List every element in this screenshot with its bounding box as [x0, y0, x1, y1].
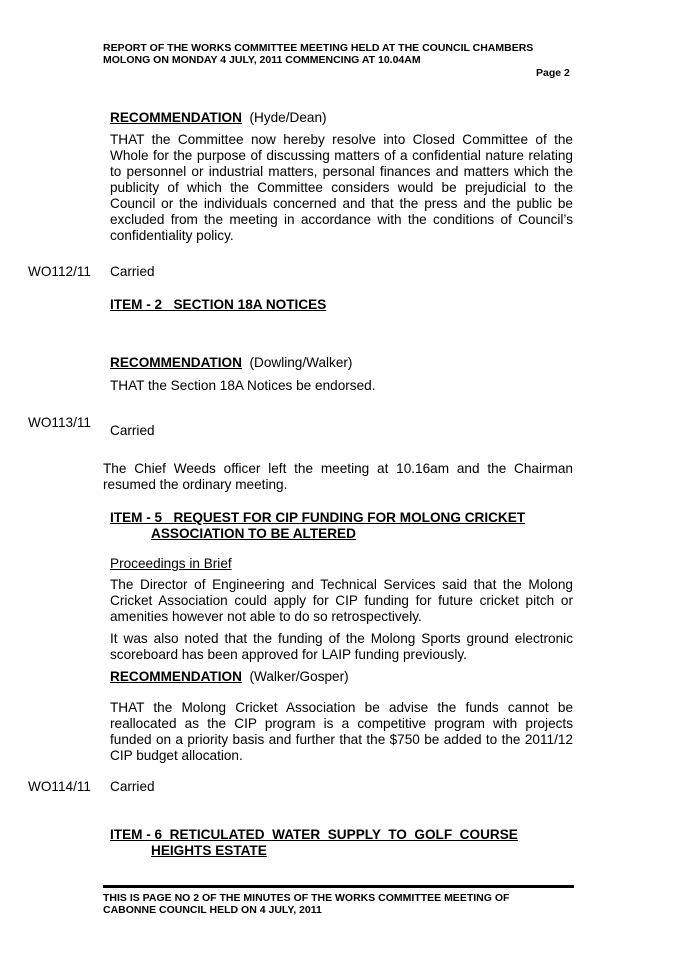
item-5-title-line-1: ITEM - 5 REQUEST FOR CIP FUNDING FOR MOLONG CRICKET	[110, 510, 526, 525]
proceedings-paragraph-2: It was also noted that the funding of the Molong Sports ground electronic scoreboard has been approved for LAIP funding previously.	[110, 631, 573, 662]
item-6-title-line-2: HEIGHTS ESTATE	[151, 843, 267, 858]
meeting-note: The Chief Weeds officer left the meeting at 10.16am and the Chairman resumed the ordinary meeting.	[103, 461, 573, 492]
resolution-number-2: WO113/11	[28, 415, 91, 430]
footer-rule	[103, 885, 574, 888]
resolution-status-1: Carried	[110, 264, 155, 279]
recommendation-movers: (Dowling/Walker)	[249, 355, 353, 370]
header-line-1: REPORT OF THE WORKS COMMITTEE MEETING HELD AT THE COUNCIL CHAMBERS	[103, 42, 534, 54]
recommendation-movers: (Hyde/Dean)	[249, 110, 327, 125]
recommendation-label: RECOMMENDATION	[110, 355, 242, 370]
proceedings-paragraph-1: The Director of Engineering and Technical Services said that the Molong Cricket Association could apply for CIP funding for future cricket pitch or amenities however not able to do so retrospectively.	[110, 577, 573, 624]
resolution-number-3: WO114/11	[28, 779, 91, 794]
recommendation-heading-2	[110, 355, 352, 371]
recommendation-label: RECOMMENDATION	[110, 110, 242, 125]
recommendation-movers: (Walker/Gosper)	[249, 669, 349, 684]
footer-line-1: THIS IS PAGE NO 2 OF THE MINUTES OF THE WORKS COMMITTEE MEETING OF	[103, 892, 510, 904]
proceedings-in-brief-label: Proceedings in Brief	[110, 556, 232, 571]
recommendation-text-2: THAT the Section 18A Notices be endorsed.	[110, 378, 376, 393]
recommendation-heading-1	[110, 110, 327, 126]
item-6-title-line-1: ITEM - 6 RETICULATED WATER SUPPLY TO GOLF COURSE	[110, 827, 518, 842]
header-line-2: MOLONG ON MONDAY 4 JULY, 2011 COMMENCING AT 10.04AM	[103, 54, 421, 66]
recommendation-text-1: THAT the Committee now hereby resolve into Closed Committee of the Whole for the purpose of discussing matters of a confidential nature relating to personnel or industrial matters, personal finances and matters which the publicity of which the Committee considers would be prejudicial to the Council or the individuals concerned and that the press and the public be excluded from the meeting in accordance with the conditions of Council’s confidentiality policy.	[110, 132, 573, 243]
recommendation-text-3: THAT the Molong Cricket Association be advise the funds cannot be reallocated as the CIP program is a competitive program with projects funded on a priority basis and further that the $750 be added to the 2011/12 CIP budget allocation.	[110, 700, 573, 763]
resolution-status-3: Carried	[110, 779, 155, 794]
recommendation-heading-3	[110, 669, 349, 685]
resolution-status-2: Carried	[110, 423, 155, 438]
item-2-title: ITEM - 2 SECTION 18A NOTICES	[110, 297, 327, 312]
resolution-number-1: WO112/11	[28, 264, 91, 279]
recommendation-label: RECOMMENDATION	[110, 669, 242, 684]
page-number: Page 2	[536, 67, 570, 79]
footer-line-2: CABONNE COUNCIL HELD ON 4 JULY, 2011	[103, 904, 322, 916]
item-5-title-line-2: ASSOCIATION TO BE ALTERED	[151, 526, 356, 541]
